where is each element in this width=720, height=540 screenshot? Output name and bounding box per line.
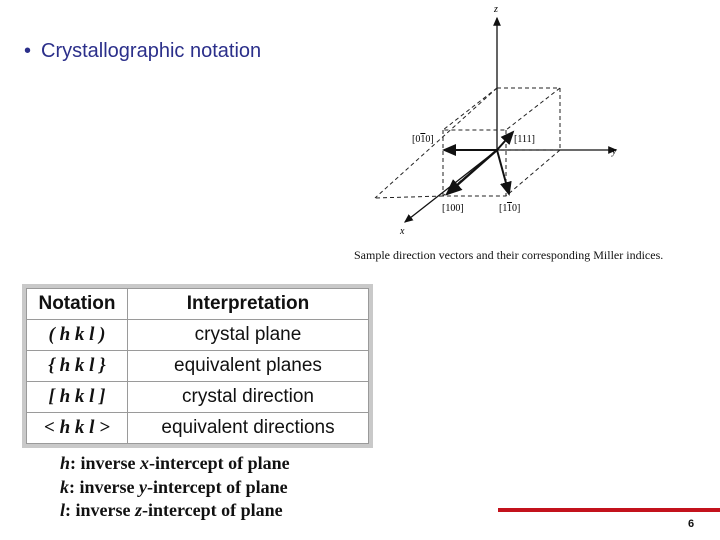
table-row <box>27 320 369 351</box>
notation-cell: { h k l } <box>27 351 128 382</box>
miller-direction-figure <box>350 0 720 270</box>
label-111: [111] <box>514 134 535 145</box>
header-interpretation: Interpretation <box>128 289 369 320</box>
vector-100 <box>447 150 497 194</box>
interpretation-cell: equivalent directions <box>128 413 369 444</box>
label-100: [100] <box>442 203 464 214</box>
notation-cell: < h k l > <box>27 413 128 444</box>
bullet-point <box>24 40 261 63</box>
bullet-text: Crystallographic notation <box>41 40 262 62</box>
notation-table <box>26 288 369 444</box>
table-header-row <box>27 289 369 320</box>
header-notation: Notation <box>27 289 128 320</box>
vector-111 <box>497 132 513 150</box>
z-axis-label: z <box>494 4 498 15</box>
interpretation-cell: crystal direction <box>128 382 369 413</box>
vector-1-1bar-0 <box>497 150 509 194</box>
figure-caption: Sample direction vectors and their corresponding Miller indices. <box>354 248 664 262</box>
definition-l: l: inverse z-intercept of plane <box>60 500 283 520</box>
y-axis-label: y <box>612 146 617 157</box>
table-row <box>27 413 369 444</box>
interpretation-cell: crystal plane <box>128 320 369 351</box>
label-0-1bar-0: [010] <box>412 134 434 145</box>
table-row <box>27 351 369 382</box>
definition-h: h: inverse x-intercept of plane <box>60 453 290 473</box>
footer-accent-line <box>498 508 720 512</box>
x-axis-label: x <box>400 226 405 237</box>
bullet-dot-icon: • <box>24 40 32 62</box>
label-1-1bar-0: [110] <box>499 203 521 214</box>
notation-cell: [ h k l ] <box>27 382 128 413</box>
definition-k: k: inverse y-intercept of plane <box>60 476 288 497</box>
notation-cell: ( h k l ) <box>27 320 128 351</box>
index-definitions <box>60 452 290 523</box>
interpretation-cell: equivalent planes <box>128 351 369 382</box>
table-row <box>27 382 369 413</box>
page-number: 6 <box>688 518 695 530</box>
